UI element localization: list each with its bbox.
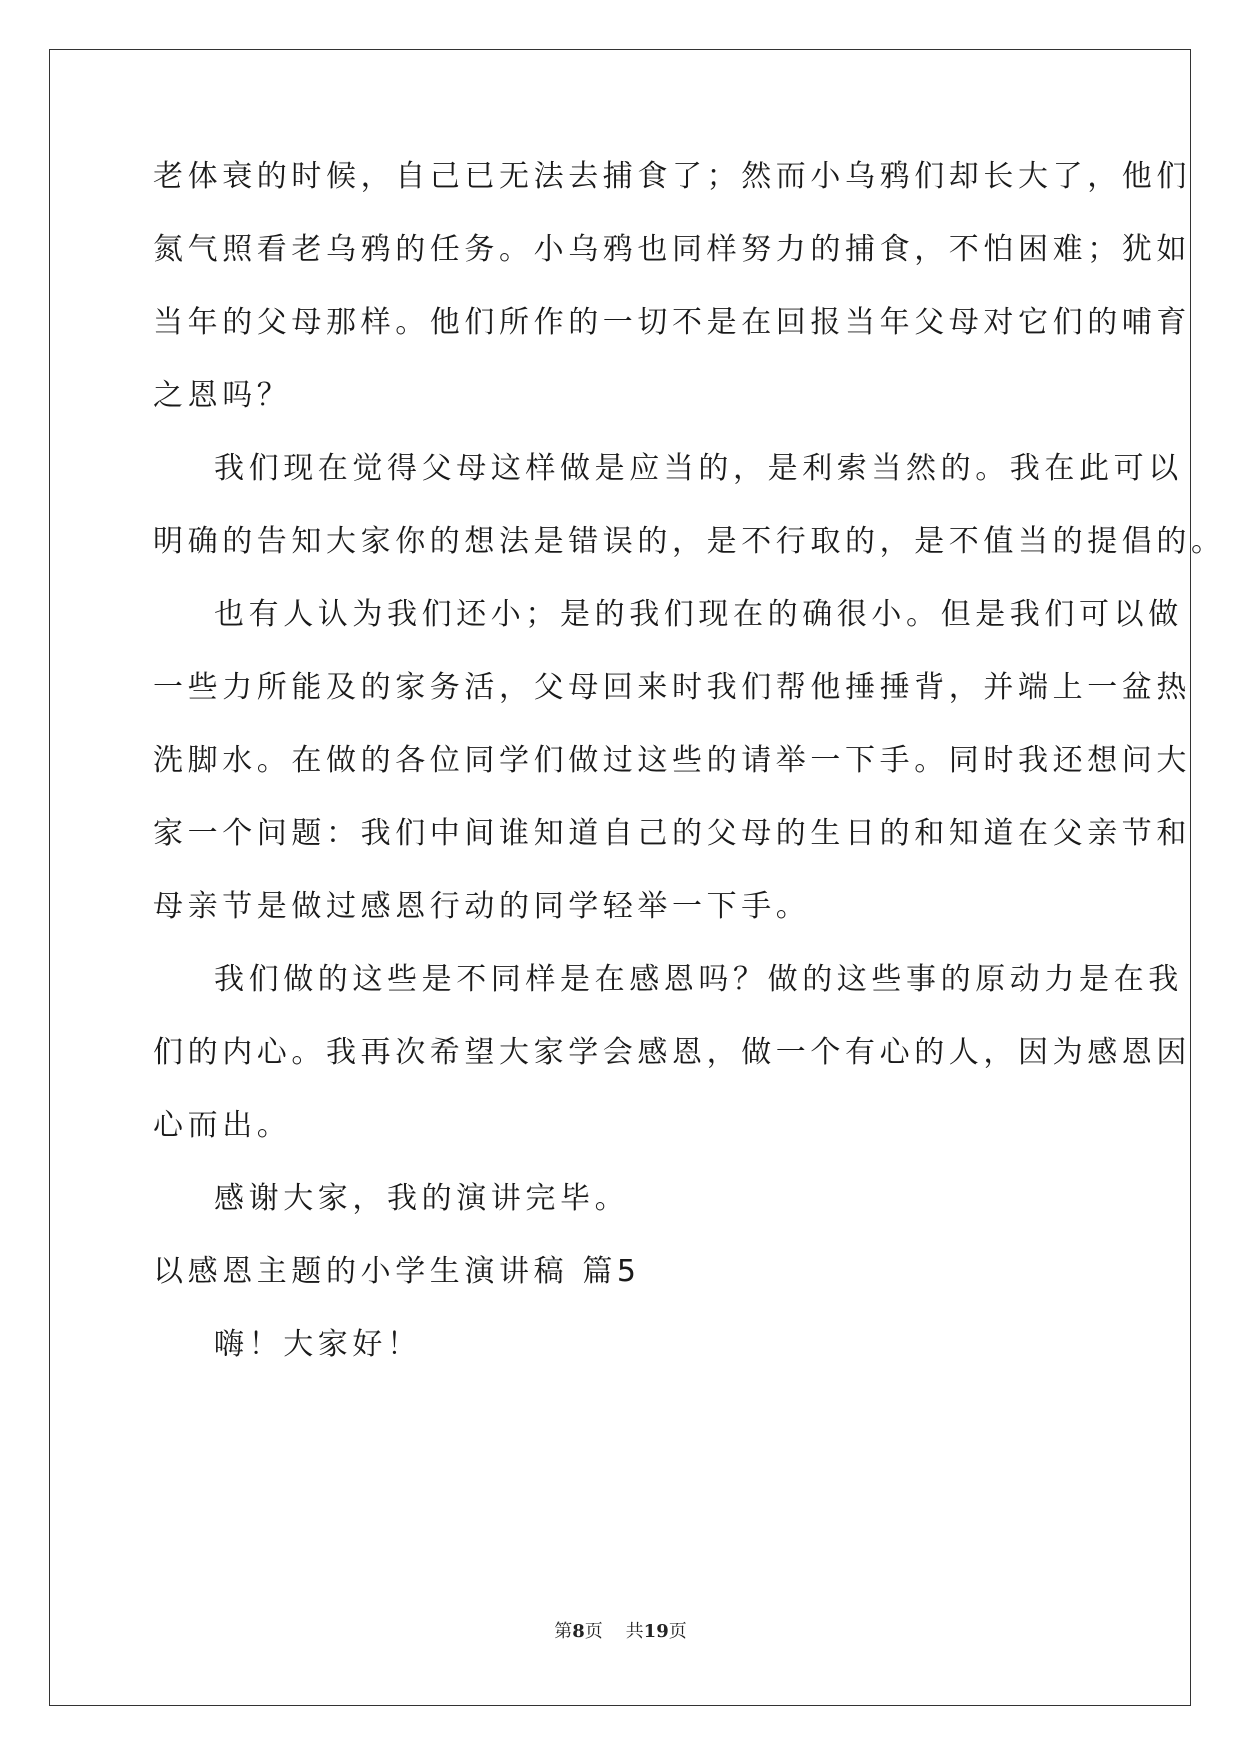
section-heading: 以感恩主题的小学生演讲稿 篇5 [153,1254,641,1289]
footer-mid: 页 共 [584,1621,644,1642]
body-line: 家一个问题：我们中间谁知道自己的父母的生日的和知道在父亲节和 [153,816,1191,851]
body-line: 洗脚水。在做的各位同学们做过这些的请举一下手。同时我还想问大 [153,743,1191,778]
current-page-number: 8 [572,1621,585,1642]
page-border [49,49,1191,1706]
body-line: 氮气照看老乌鸦的任务。小乌鸦也同样努力的捕食，不怕困难；犹如 [153,232,1191,267]
body-line: 一些力所能及的家务活，父母回来时我们帮他捶捶背，并端上一盆热 [153,670,1191,705]
page-footer [0,1617,1241,1643]
body-line: 老体衰的时候，自己已无法去捕食了；然而小乌鸦们却长大了，他们 [153,159,1191,194]
footer-prefix: 第 [554,1621,573,1642]
body-line: 心而出。 [153,1108,292,1143]
total-pages-number: 19 [643,1621,669,1642]
paragraph-first-line: 也有人认为我们还小；是的我们现在的确很小。但是我们可以做 [214,597,1183,632]
closing-line: 感谢大家，我的演讲完毕。 [214,1181,630,1216]
body-line: 们的内心。我再次希望大家学会感恩，做一个有心的人，因为感恩因 [153,1035,1191,1070]
greeting-line: 嗨！大家好！ [214,1327,422,1362]
body-line: 之恩吗？ [153,378,292,413]
paragraph-first-line: 我们现在觉得父母这样做是应当的，是利索当然的。我在此可以 [214,451,1183,486]
body-line: 明确的告知大家你的想法是错误的，是不行取的，是不值当的提倡的。 [153,524,1226,559]
paragraph-first-line: 我们做的这些是不同样是在感恩吗？做的这些事的原动力是在我 [214,962,1183,997]
body-line: 当年的父母那样。他们所作的一切不是在回报当年父母对它们的哺育 [153,305,1191,340]
body-line: 母亲节是做过感恩行动的同学轻举一下手。 [153,889,811,924]
footer-suffix: 页 [668,1621,687,1642]
